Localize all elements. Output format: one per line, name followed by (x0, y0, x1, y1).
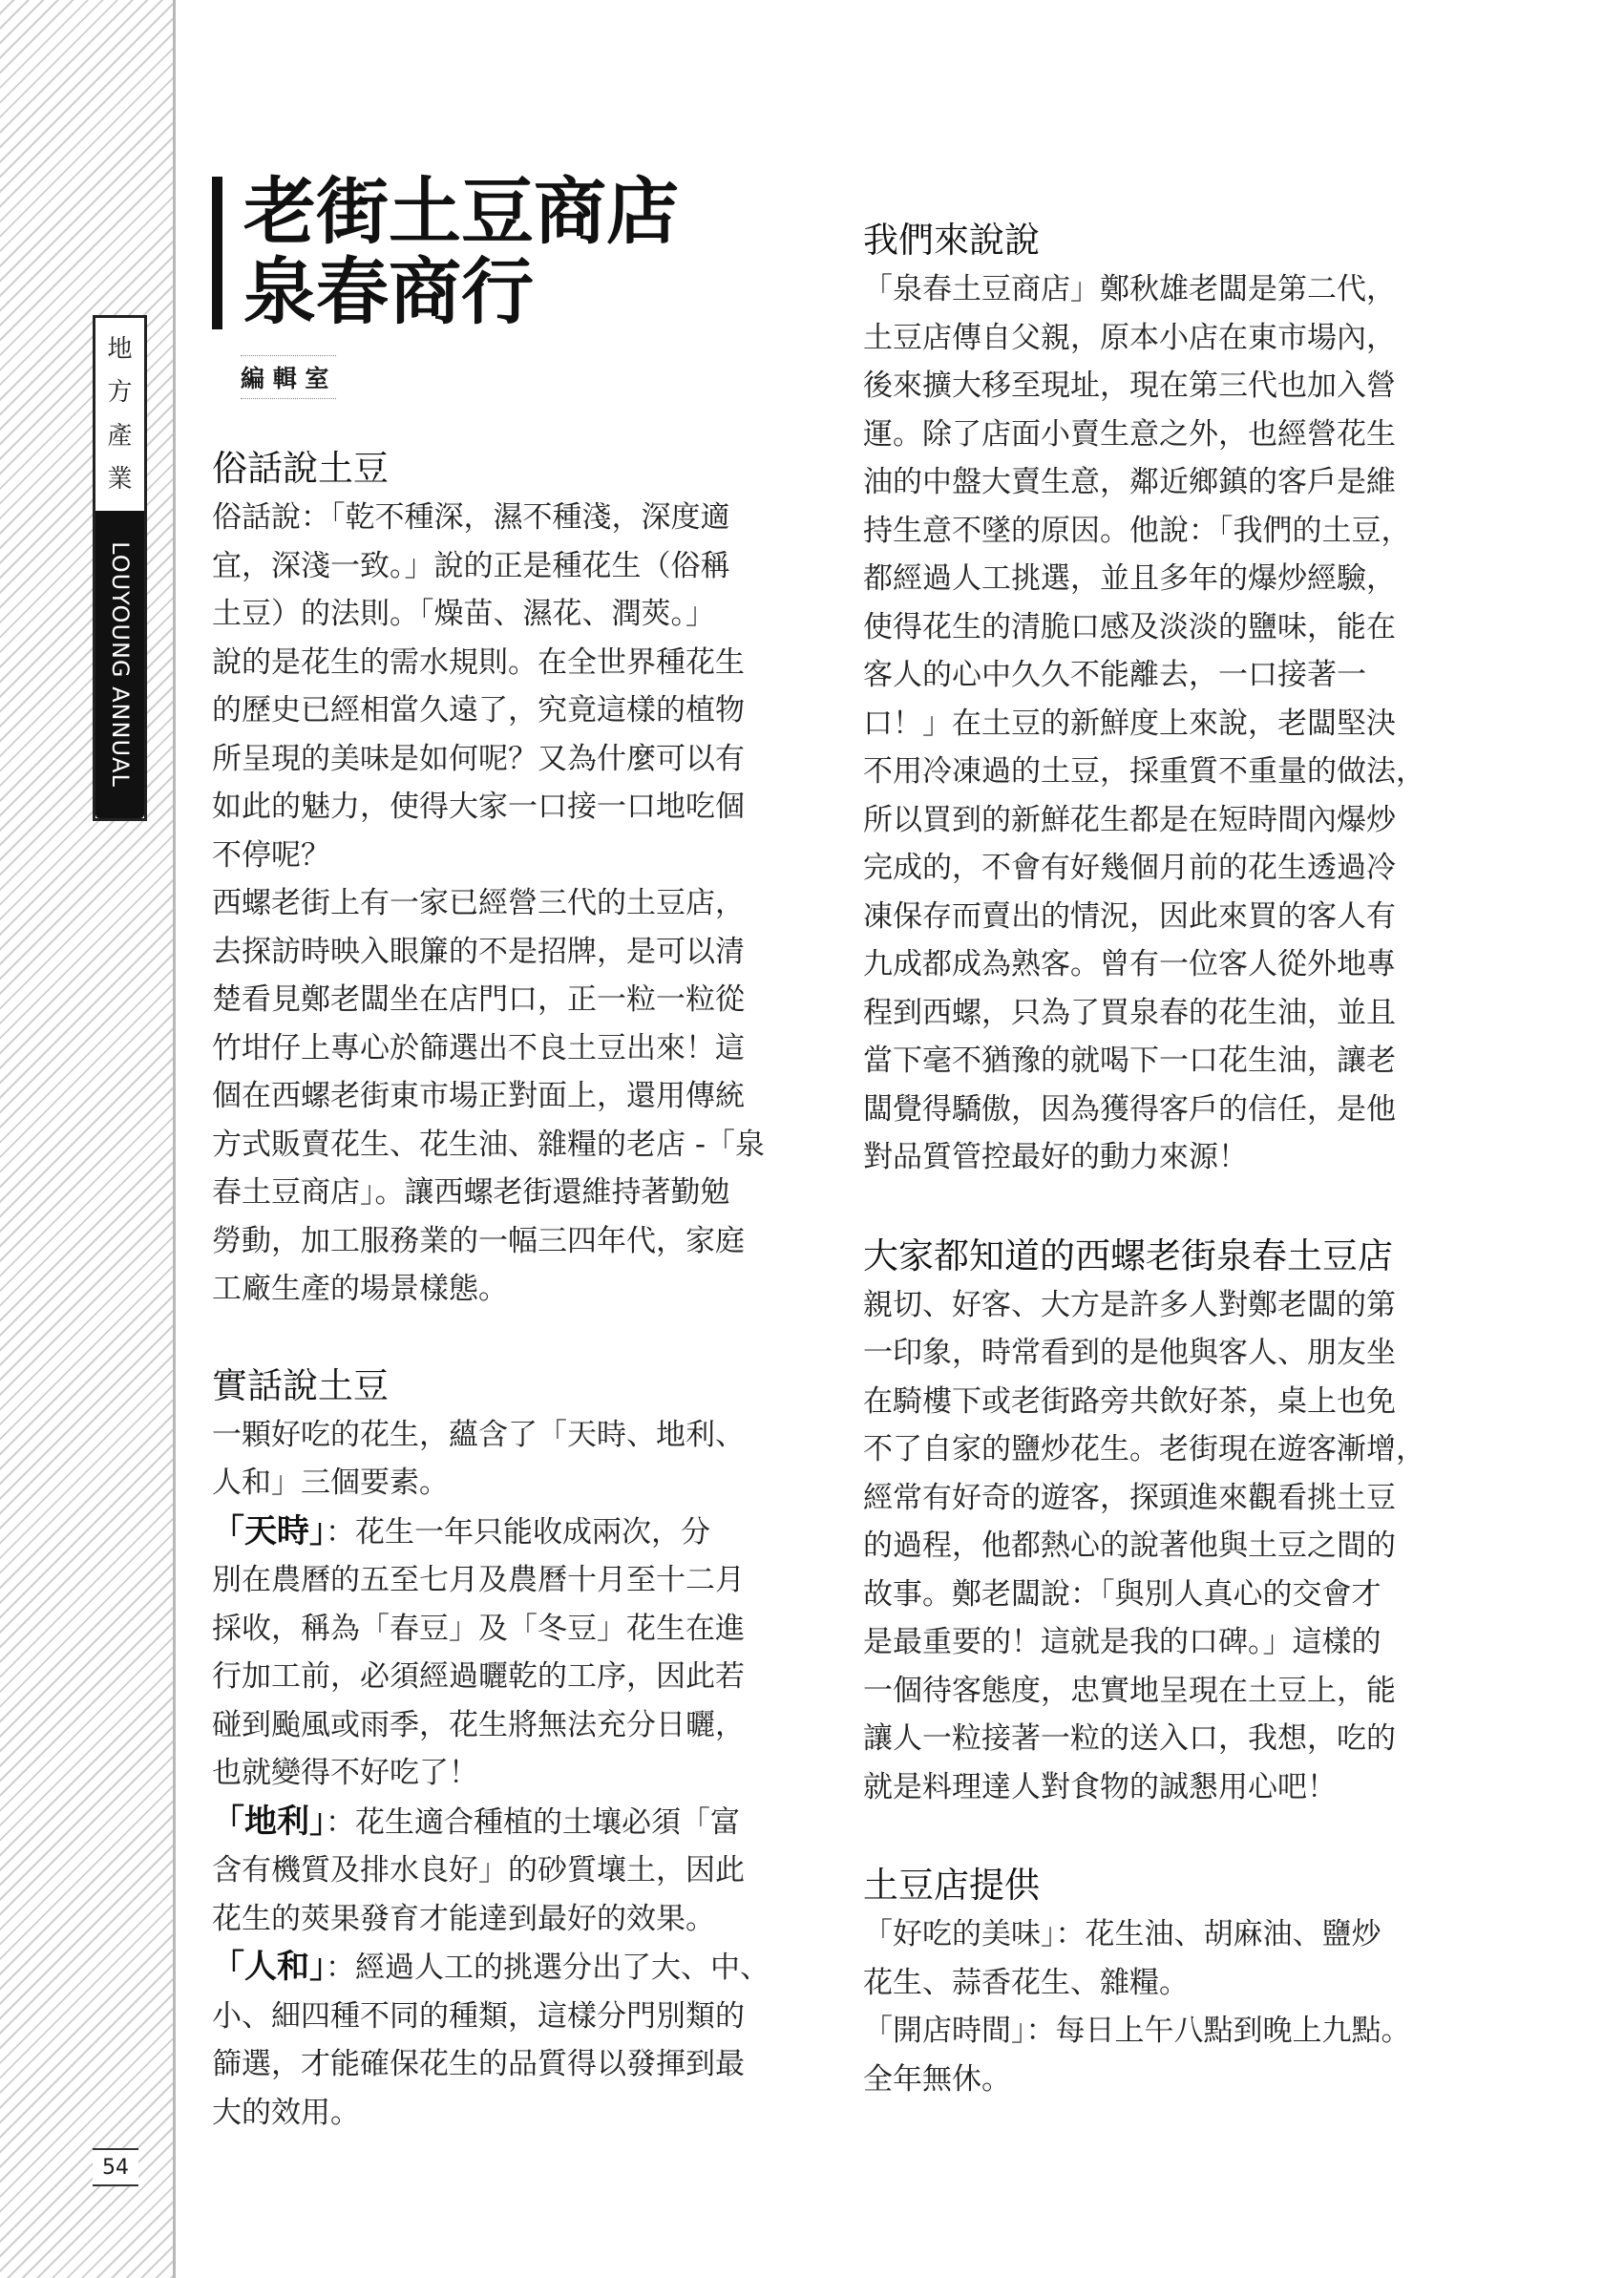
section-heading: 實話說土豆 (212, 1364, 389, 1406)
keyword-text: ：花生一年只能收成兩次，分 別在農曆的五至七月及農曆十月至十二月 採收，稱為「春豆」及「冬豆」花生在進 行加工前，必須經過曬乾的工序，因此若 碰到颱風或雨季，花生將無法充分日曬， 也就變得不好吃了！ (212, 1514, 745, 1790)
paragraph: 西螺老街上有一家已經營三代的土豆店， 去探訪時映入眼簾的不是招牌，是可以清 楚看見鄭老闆坐在店門口，正一粒一粒從 竹坩仔上專心於篩選出不良土豆出來！這 個在西螺老街東市場正對面上，還用傳統 方式販賣花生、花生油、雜糧的老店 -「泉 春土豆商店」。讓西螺老街還維持著勤勉 勞動，加工服務業的一幅三四年代，家庭 工廠生產的場景樣態。 (212, 886, 766, 1306)
margin-divider (173, 0, 176, 2278)
section-heading: 大家都知道的西螺老街泉春土豆店 (863, 1234, 1393, 1276)
paragraph (212, 1798, 809, 1944)
paragraph: 一顆好吃的花生，蘊含了「天時、地利、 人和」三個要素。 (212, 1417, 745, 1500)
keyword-text: ：經過人工的挑選分出了大、中、 小、細四種不同的種類，這樣分門別類的 篩選，才能確保花生的品質得以發揮到最 大的效用。 (212, 1951, 770, 2130)
page-number: 54 (93, 2148, 138, 2186)
paragraph: 「泉春土豆商店」鄭秋雄老闆是第二代， 土豆店傳自父親，原本小店在東市場內， 後來擴大移至現址，現在第三代也加入營 運。除了店面小賣生意之外，也經營花生 油的中盤大賣生意，鄰近鄉鎮的客戶是維 持生意不墜的原因。他說：「我們的土豆， 都經過人工挑選，並且多年的爆炒經驗， 使得花生的清脆口感及淡淡的鹽味，能在 客人的心中久久不能離去，一口接著一 口！」在土豆的新鮮度上來說，老闆堅決 不用冷凍過的土豆，採重質不重量的做法， 所以買到的新鮮花生都是在短時間內爆炒 完成的，不會有好幾個月前的花生透過冷 凍保存而賣出的情況，因此來買的客人有 九成都成為熟客。曾有一位客人從外地專 程到西螺，只為了買泉春的花生油，並且 當下毫不猶豫的就喝下一口花生油，讓老 闆覺得驕傲，因為獲得客戶的信任，是他 對品質管控最好的動力來源！ (863, 272, 1425, 1174)
category-char: 地 (107, 334, 133, 364)
paragraph: 「開店時間」：每日上午八點到晚上九點。 全年無休。 (863, 2014, 1411, 2097)
paragraph: 親切、好客、大方是許多人對鄭老闆的第 一印象，時常看到的是他與客人、朋友坐 在騎樓下或老街路旁共飲好茶，桌上也免 不了自家的鹽炒花生。老街現在遊客漸增， 經常有好奇的遊客，探頭進來觀看挑土豆 的過程，他都熱心的說著他與土豆之間的 故事。鄭老闆說：「與別人真心的交會才 是最重要的！這就是我的口碑。」這樣的 一個待客態度，忠實地呈現在土豆上，能 讓人一粒接著一粒的送入口，我想，吃的 就是料理達人對食物的誠懇用心吧！ (863, 1287, 1425, 1804)
keyword-text: ：花生適合種植的土壤必須「富 含有機質及排水良好」的砂質壤土，因此 花生的莢果發育才能達到最好的效果。 (212, 1804, 745, 1936)
section-heading: 我們來說說 (863, 220, 1040, 261)
author-byline: 編 輯 室 (241, 355, 336, 399)
category-char: 產 (107, 421, 133, 451)
left-column (212, 444, 809, 2137)
section-category (95, 318, 144, 511)
brand-label: LOUYOUNG ANNUAL (106, 541, 134, 788)
right-column (863, 216, 1460, 2103)
title-line: 泉春商行 (243, 249, 534, 334)
paragraph (212, 1943, 809, 2137)
keyword-label: 「人和」 (212, 1948, 326, 1986)
section-heading: 俗話說土豆 (212, 448, 389, 489)
category-char: 方 (107, 378, 133, 408)
category-char: 業 (107, 465, 133, 495)
keyword-label: 「地利」 (212, 1802, 326, 1841)
brand-block (95, 511, 144, 818)
section-heading: 土豆店提供 (863, 1865, 1040, 1906)
paragraph: 「好吃的美味」：花生油、胡麻油、鹽炒 花生、蒜香花生、雜糧。 (863, 1917, 1381, 2000)
paragraph: 俗話說：「乾不種深，濕不種淺，深度適 宜，深淺一致。」說的正是種花生（俗稱 土豆）的法則。「燥苗、濕花、潤莢。」 說的是花生的需水規則。在全世界種花生 的歷史已經相當久遠了，究竟這樣的植物 所呈現的美味是如何呢？又為什麼可以有 如此的魅力，使得大家一口接一口地吃個 不停呢？ (212, 500, 745, 873)
paragraph (212, 1508, 809, 1798)
keyword-label: 「天時」 (212, 1511, 326, 1550)
article-title (243, 169, 679, 334)
title-line: 老街土豆商店 (243, 169, 679, 254)
title-accent-bar (212, 177, 222, 329)
section-tab (93, 315, 147, 821)
